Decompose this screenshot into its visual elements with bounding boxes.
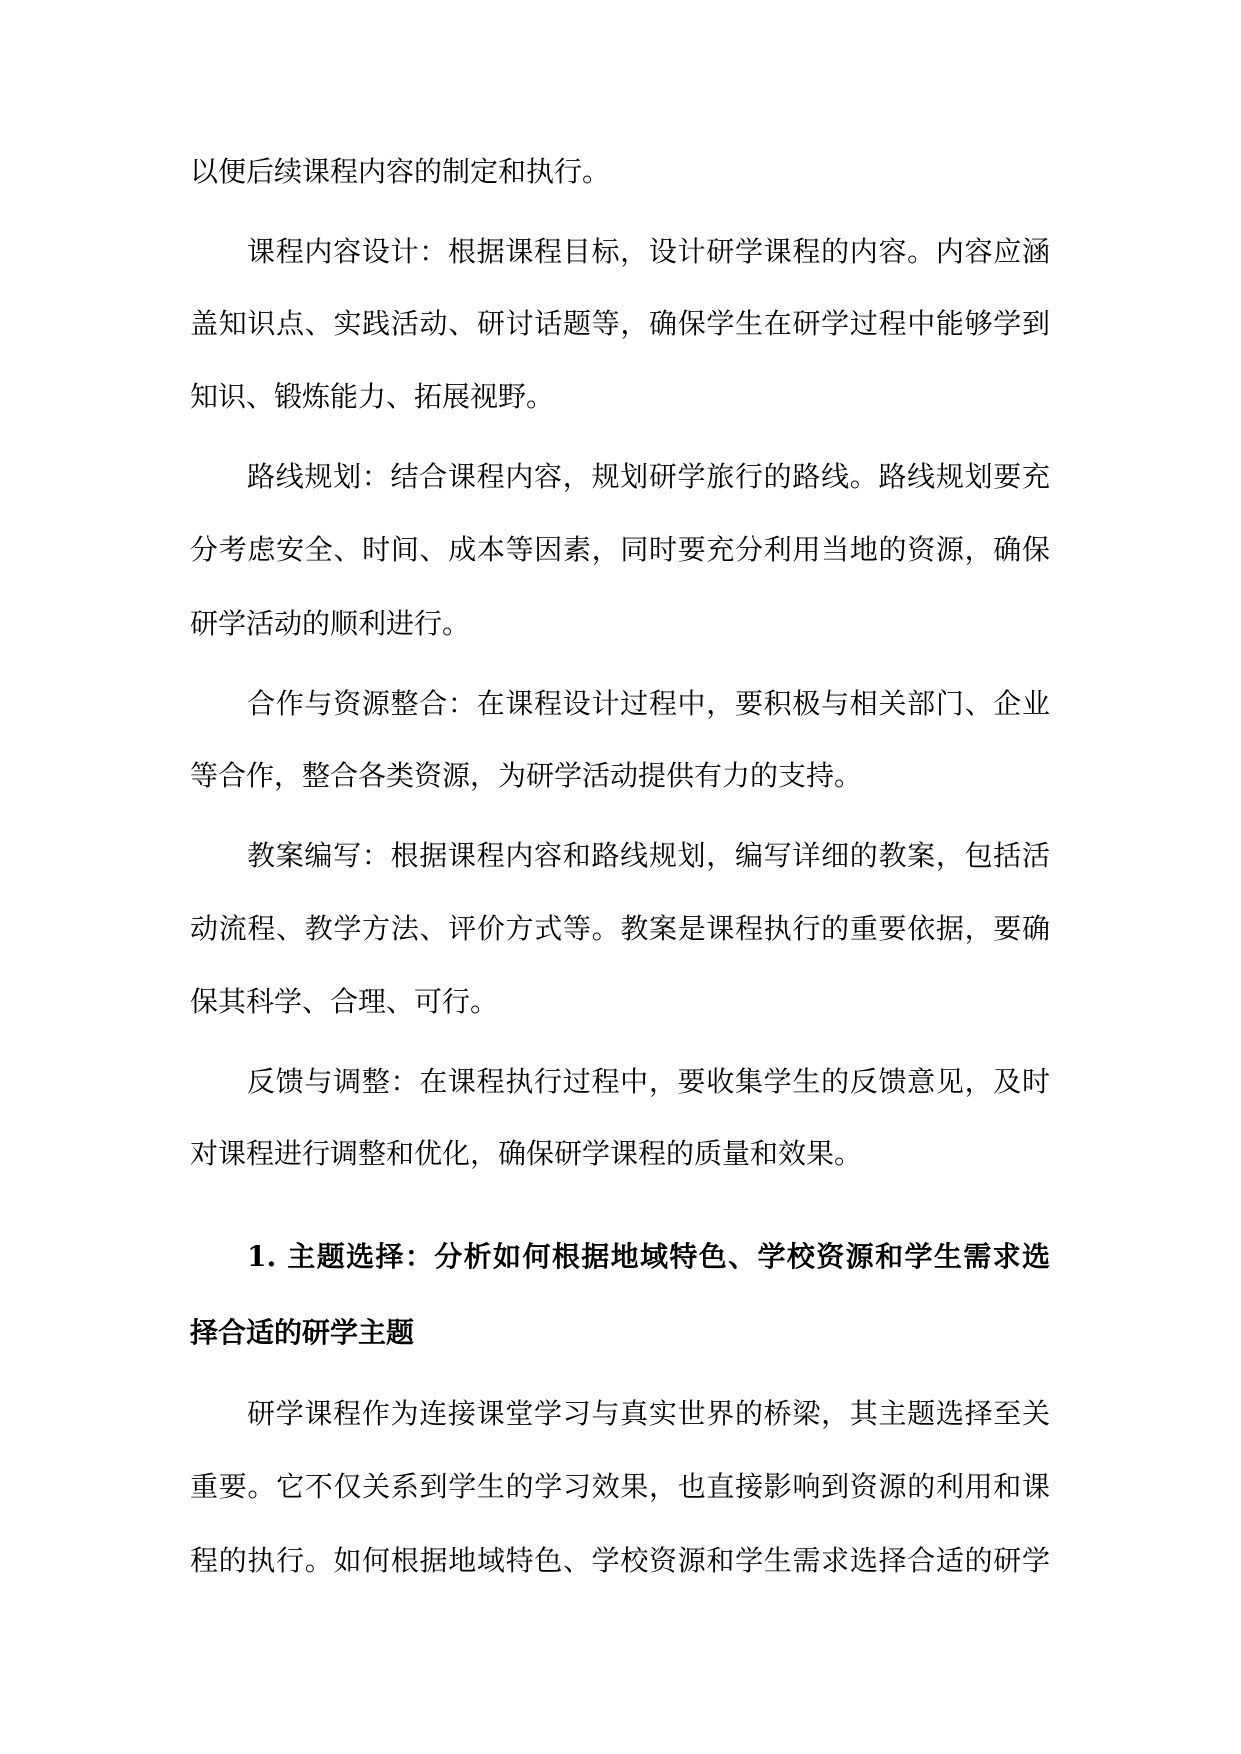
text-line: 教案编写：根据课程内容和路线规划，编写详细的教案，包括活 [247, 839, 1050, 872]
text-line: 知识、锻炼能力、拓展视野。 [190, 380, 555, 413]
text-line: 以便后续课程内容的制定和执行。 [190, 155, 611, 188]
text-line: 等合作，整合各类资源，为研学活动提供有力的支持。 [190, 759, 863, 792]
text-line: 研学活动的顺利进行。 [190, 607, 471, 640]
text-line: 课程内容设计：根据课程目标，设计研学课程的内容。内容应涵 [247, 235, 1050, 268]
text-line: 合作与资源整合：在课程设计过程中，要积极与相关部门、企业 [247, 687, 1050, 720]
text-line: 盖知识点、实践活动、研讨话题等，确保学生在研学过程中能够学到 [190, 307, 1050, 340]
text-line: 路线规划：结合课程内容，规划研学旅行的路线。路线规划要充 [247, 460, 1050, 493]
text-line: 分考虑安全、时间、成本等因素，同时要充分利用当地的资源，确保 [190, 533, 1050, 566]
text-line: 重要。它不仅关系到学生的学习效果，也直接影响到资源的利用和课 [190, 1470, 1050, 1503]
text-line: 反馈与调整：在课程执行过程中，要收集学生的反馈意见，及时 [247, 1065, 1050, 1098]
text-line: 程的执行。如何根据地域特色、学校资源和学生需求选择合适的研学 [190, 1544, 1050, 1577]
section-heading-line: 1. 主题选择：分析如何根据地域特色、学校资源和学生需求选 [247, 1240, 1050, 1273]
text-line: 对课程进行调整和优化，确保研学课程的质量和效果。 [190, 1137, 863, 1170]
text-line: 保其科学、合理、可行。 [190, 985, 499, 1018]
text-line: 动流程、教学方法、评价方式等。教案是课程执行的重要依据，要确 [190, 912, 1050, 945]
text-line: 研学课程作为连接课堂学习与真实世界的桥梁，其主题选择至关 [247, 1397, 1050, 1430]
section-heading-line: 择合适的研学主题 [190, 1316, 415, 1349]
